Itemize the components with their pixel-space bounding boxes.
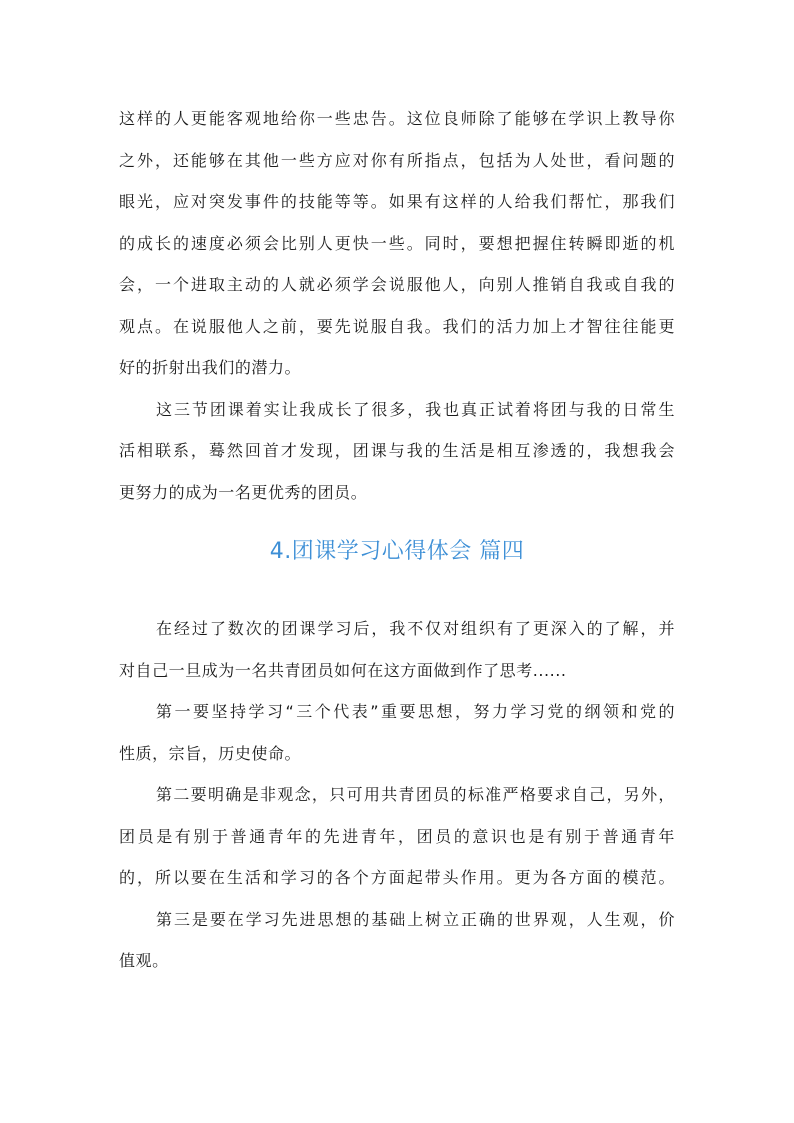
text-line: 更努力的成为一名更优秀的团员。 <box>119 482 368 502</box>
text-line: 团员是有别于普通青年的先进青年，团员的意识也是有别于普通青年 <box>119 826 675 846</box>
text-line: 观点。在说服他人之前，要先说服自我。我们的活力加上才智往往能更 <box>119 316 675 336</box>
text-line: 这样的人更能客观地给你一些忠告。这位良师除了能够在学识上教导你 <box>119 109 675 128</box>
text-line: 好的折射出我们的潜力。 <box>119 358 302 377</box>
text-line: 性质，宗旨，历史使命。 <box>119 743 302 763</box>
paragraph-block-continued <box>119 98 675 513</box>
text-line: 第二要明确是非观念，只可用共青团员的标准严格要求自己，另外， <box>156 785 675 804</box>
text-line: 对自己一旦成为一名共青团员如何在这方面做到作了思考...... <box>119 660 567 680</box>
text-line: 第三是要在学习先进思想的基础上树立正确的世界观，人生观，价 <box>156 909 675 929</box>
text-line: 之外，还能够在其他一些方应对你有所指点，包括为人处世，看问题的 <box>119 150 675 170</box>
text-line: 活相联系，蓦然回首才发现，团课与我的生活是相互渗透的，我想我会 <box>119 441 675 460</box>
section-heading: 4.团课学习心得体会 篇四 <box>269 539 525 564</box>
text-line: 在经过了数次的团课学习后，我不仅对组织有了更深入的了解，并 <box>156 619 675 638</box>
text-line: 这三节团课着实让我成长了很多，我也真正试着将团与我的日常生 <box>156 399 675 419</box>
text-line: 第一要坚持学习“三个代表”重要思想，努力学习党的纲领和党的 <box>156 702 675 721</box>
text-line: 会，一个进取主动的人就必须学会说服他人，向别人推销自我或自我的 <box>119 275 675 294</box>
text-line: 的成长的速度必须会比别人更快一些。同时，要想把握住转瞬即逝的机 <box>119 233 675 253</box>
text-line: 值观。 <box>119 951 169 970</box>
document-page <box>119 98 675 982</box>
paragraph-block <box>119 608 675 982</box>
text-line: 眼光，应对突发事件的技能等等。如果有这样的人给我们帮忙，那我们 <box>119 192 675 211</box>
text-line: 的，所以要在生活和学习的各个方面起带头作用。更为各方面的模范。 <box>119 868 675 887</box>
